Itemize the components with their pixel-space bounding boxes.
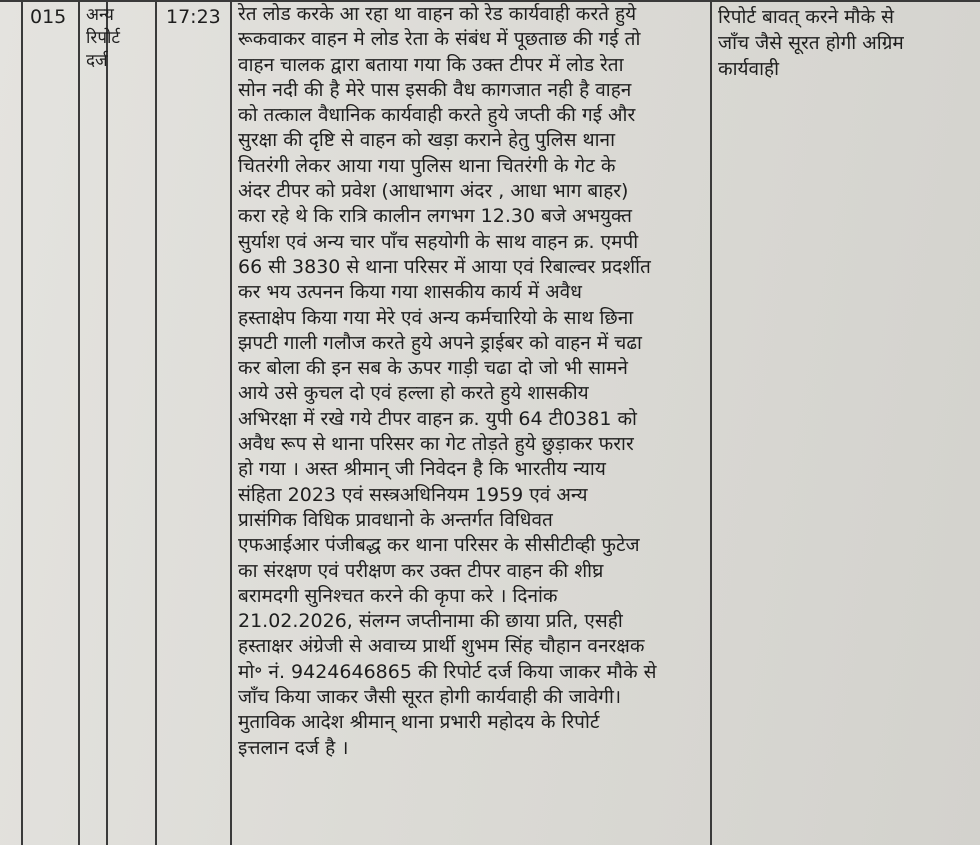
entry-time: 17:23 — [166, 6, 221, 28]
action-remark — [718, 4, 973, 82]
action-line: कार्यवाही — [718, 58, 780, 80]
details-line: का संरक्षण एवं परीक्षण कर उक्त टीपर वाहन की शीघ्र — [238, 559, 604, 582]
details-line: सुरक्षा की दृष्टि से वाहन को खड़ा कराने हेतु पुलिस थाना — [238, 129, 615, 152]
details-line: संहिता 2023 एवं सस्त्रअधिनियम 1959 एवं अन्य — [238, 483, 588, 506]
details-line: हो गया । अस्त श्रीमान् जी निवेदन है कि भारतीय न्याय — [238, 458, 606, 481]
details-line: 21.02.2026, संलग्न जप्तीनामा की छाया प्रति, एसही — [238, 610, 623, 633]
details-line: सुर्याश एवं अन्य चार पाँच सहयोगी के साथ वाहन क्र. एमपी — [238, 230, 639, 253]
entry-type-line: दर्ज — [86, 51, 108, 71]
column-divider-action — [710, 0, 712, 845]
details-line: मुताविक आदेश श्रीमान् थाना प्रभारी महोदय के रिपोर्ट — [238, 711, 600, 734]
details-line: आये उसे कुचल दो एवं हल्ला हो करते हुये शासकीय — [238, 382, 589, 405]
details-line: सोन नदी की है मेरे पास इसकी वैध कागजात नही है वाहन — [238, 78, 632, 101]
entry-type-line: रिपोर्ट — [86, 28, 120, 48]
column-divider-details — [230, 0, 232, 845]
serial-number: 015 — [30, 6, 67, 28]
column-divider-time — [155, 0, 157, 845]
details-line: 66 सी 3830 से थाना परिसर में आया एवं रिबाल्वर प्रदर्शीत — [238, 255, 651, 278]
details-line: अभिरक्षा में रखे गये टीपर वाहन क्र. युपी 64 टी0381 को — [238, 407, 637, 430]
details-line: रेत लोड करके आ रहा था वाहन को रेड कार्यवाही करते हुये — [238, 3, 637, 25]
details-line: जाँच किया जाकर जैसी सूरत होगी कार्यवाही की जावेगी। — [238, 686, 622, 709]
details-line: वाहन चालक द्वारा बताया गया कि उक्त टीपर में लोड रेता — [238, 53, 624, 76]
details-line: को तत्काल वैधानिक कार्यवाही करते हुये जप्ती की गई और — [238, 104, 636, 127]
details-line: रूकवाकर वाहन मे लोड रेता के संबंध में पूछताछ की गई तो — [238, 28, 641, 51]
action-line: जाँच जैसे सूरत होगी अग्रिम — [718, 32, 904, 54]
details-line: प्रासंगिक विधिक प्रावधानो के अन्तर्गत विधिवत — [238, 508, 553, 531]
details-line: झपटी गाली गलौज करते हुये अपने ड्राईबर को वाहन में चढा — [238, 331, 642, 354]
details-line: अवैध रूप से थाना परिसर का गेट तोड़ते हुये छुड़ाकर फरार — [238, 433, 634, 456]
details-line: चितरंगी लेकर आया गया पुलिस थाना चितरंगी के गेट के — [238, 154, 616, 177]
details-line: हस्ताक्षर अंग्रेजी से अवाच्य प्रार्थी शुभम सिंह चौहान वनरक्षक — [238, 635, 645, 658]
entry-type-line: अन्य — [86, 5, 114, 25]
details-line: अंदर टीपर को प्रवेश (आधाभाग अंदर , आधा भाग बाहर) — [238, 180, 629, 203]
entry-type — [86, 4, 148, 73]
details-line: बरामदगी सुनिश्चत करने की कृपा करे । दिनांक — [238, 584, 558, 607]
entry-details — [238, 2, 708, 761]
column-divider-type — [78, 0, 80, 845]
action-line: रिपोर्ट बावत् करने मौके से — [718, 6, 894, 28]
details-line: हस्ताक्षेप किया गया मेरे एवं अन्य कर्मचारियो के साथ छिना — [238, 306, 634, 329]
details-line: करा रहे थे कि रात्रि कालीन लगभग 12.30 बजे अभयुक्त — [238, 205, 632, 228]
details-line: कर भय उत्पनन किया गया शासकीय कार्य में अवैध — [238, 281, 582, 304]
details-line: मो॰ नं. 9424646865 की रिपोर्ट दर्ज किया जाकर मौके से — [238, 660, 657, 683]
details-line: कर बोला की इन सब के ऊपर गाड़ी चढा दो जो भी सामने — [238, 357, 628, 380]
column-subdivider-type — [106, 0, 108, 845]
details-line: एफआईआर पंजीबद्ध कर थाना परिसर के सीसीटीव्ही फुटेज — [238, 534, 640, 557]
column-divider-serial — [21, 0, 23, 845]
details-line: इत्तलान दर्ज है । — [238, 736, 349, 759]
